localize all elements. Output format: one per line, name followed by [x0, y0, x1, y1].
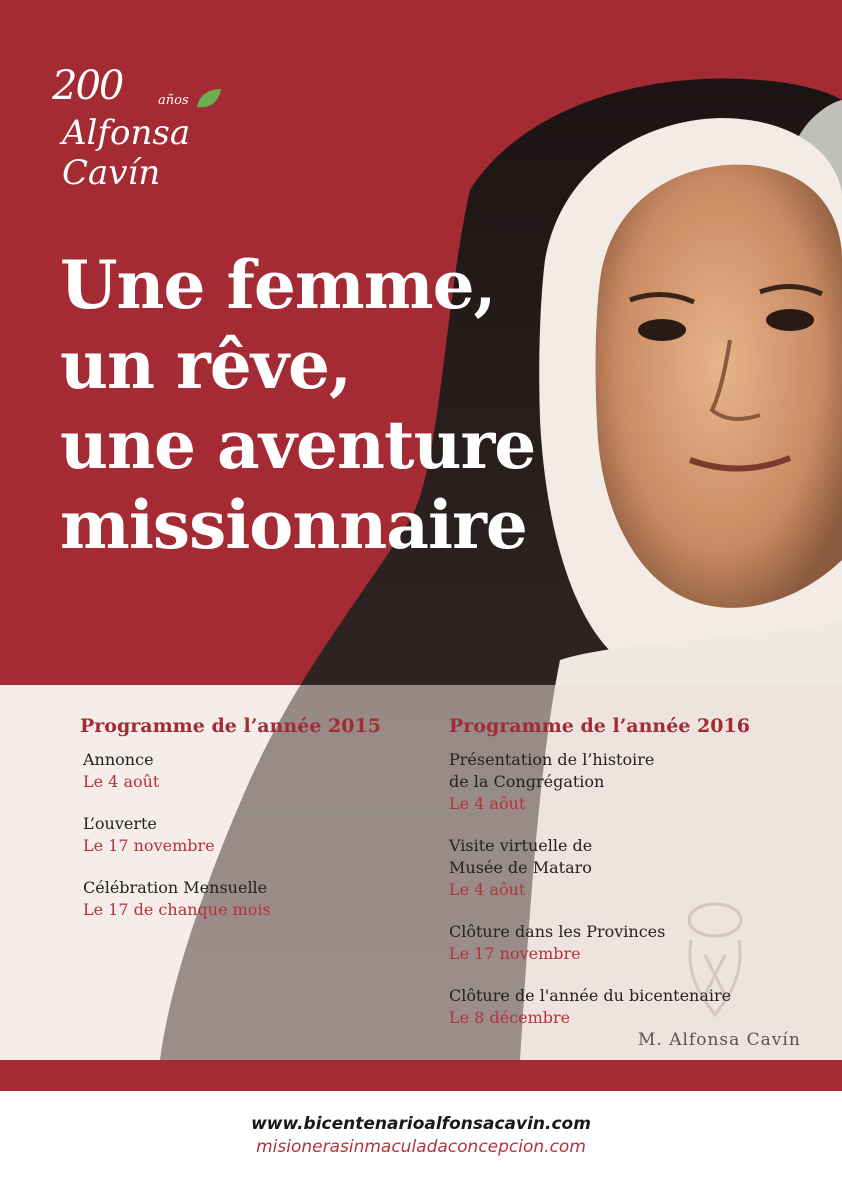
headline-line: Une femme, [60, 246, 496, 324]
event-name: Annonce [83, 750, 154, 769]
event-item [449, 921, 809, 965]
event-name: L’ouverte [83, 814, 157, 833]
logo-number: 200 [52, 63, 123, 109]
event-name: Célébration Mensuelle [83, 878, 268, 897]
logo-suffix: años [158, 93, 189, 108]
event-item [449, 985, 809, 1029]
event-date: Le 17 novembre [83, 836, 215, 855]
event-date: Le 17 novembre [449, 944, 581, 963]
logo [50, 55, 290, 193]
program-2016 [449, 715, 809, 1049]
event-name: Présentation de l’histoire de la Congrégation [449, 750, 655, 791]
headline-line: un rêve, [60, 326, 352, 404]
footer-url-secondary[interactable]: misionerasinmaculadaconcepcion.com [256, 1137, 586, 1157]
headline-line: missionnaire [60, 486, 527, 564]
footer-url-primary[interactable]: www.bicentenarioalfonsacavin.com [251, 1114, 591, 1134]
event-name: Clôture de l'année du bicentenaire [449, 986, 732, 1005]
logo-name: Alfonsa Cavín [62, 113, 191, 193]
program-2015-title: Programme de l’année 2015 [80, 715, 381, 737]
event-date: Le 4 août [83, 772, 160, 791]
program-2015 [80, 715, 420, 941]
headline-line: une aventure [60, 406, 536, 484]
leaf-icon [195, 87, 223, 111]
event-item [80, 877, 420, 921]
event-date: Le 4 aôut [449, 880, 526, 899]
event-date: Le 4 aôut [449, 794, 526, 813]
footer [0, 1091, 842, 1191]
program-2016-title: Programme de l’année 2016 [449, 715, 750, 737]
event-item [80, 749, 420, 793]
event-item [449, 749, 809, 815]
event-name: Visite virtuelle de Musée de Mataro [449, 836, 593, 877]
event-item [80, 813, 420, 857]
portrait-caption: M. Alfonsa Cavín [638, 1030, 801, 1050]
event-date: Le 17 de chanque mois [83, 900, 271, 919]
event-item [449, 835, 809, 901]
headline [60, 245, 700, 565]
event-name: Clôture dans les Provinces [449, 922, 666, 941]
red-strip [0, 1060, 842, 1091]
event-date: Le 8 décembre [449, 1008, 571, 1027]
